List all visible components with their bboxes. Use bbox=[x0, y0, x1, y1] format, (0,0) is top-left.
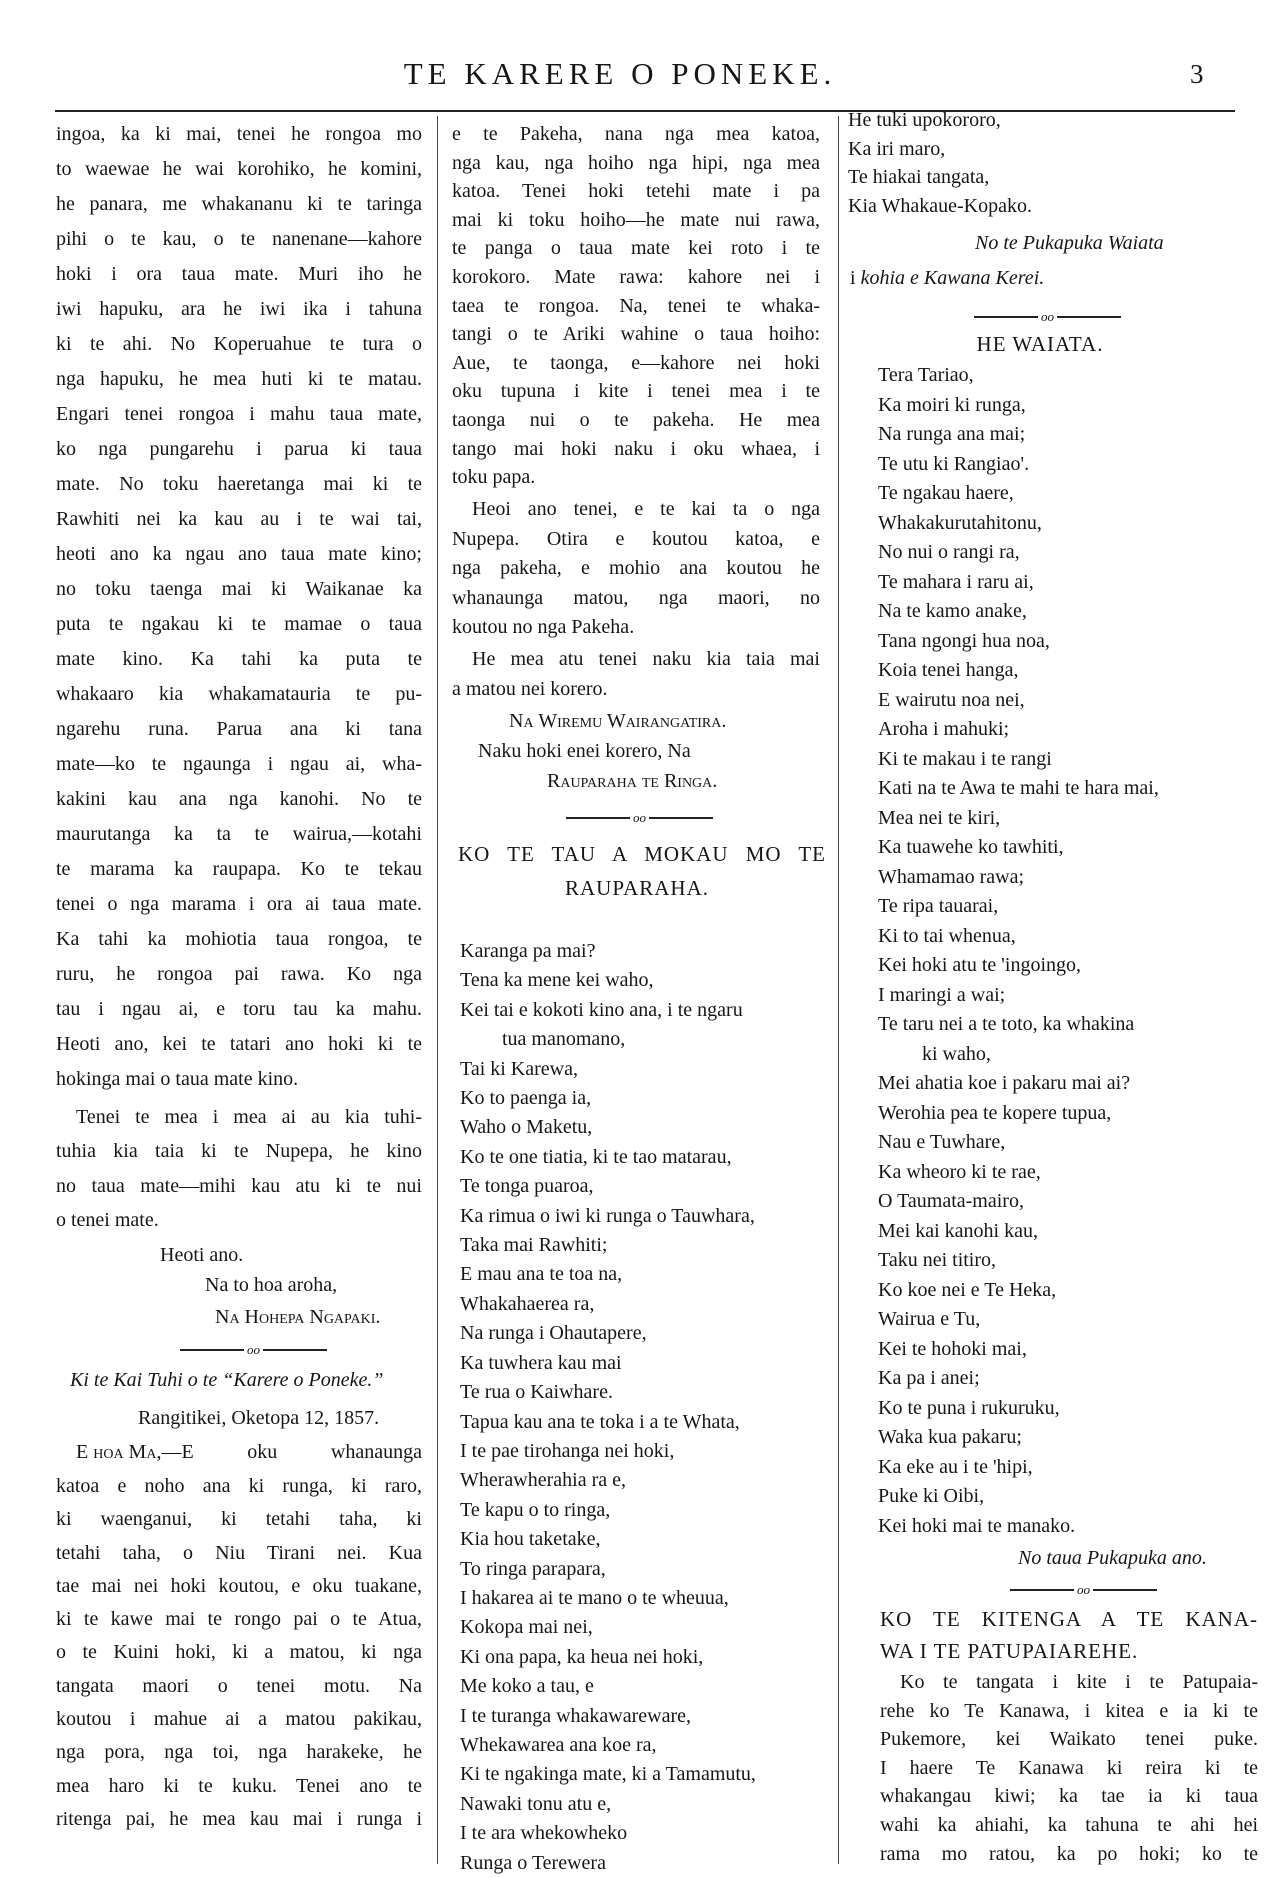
text-line: I te turanga whakawareware, bbox=[460, 1704, 691, 1727]
text-line: Rawhiti nei ka kau au i te wai tai, bbox=[56, 508, 422, 530]
text-line: mate. No toku haeretanga mai ki te bbox=[56, 473, 422, 495]
text-line: nga hapuku, he mea huti ki te matau. bbox=[56, 368, 422, 390]
text-line: Ki te makau i te rangi bbox=[878, 747, 1052, 770]
text-line: Te ripa tauarai, bbox=[878, 895, 999, 917]
text-line: ngarehu runa. Parua ana ki tana bbox=[56, 718, 422, 740]
text-line: Whakahaerea ra, bbox=[460, 1292, 595, 1315]
text-line: Karanga pa mai? bbox=[460, 940, 596, 962]
article-title: KO TE KITENGA A TE KANA- bbox=[880, 1607, 1258, 1631]
text-line: Kia Whakaue-Kopako. bbox=[848, 194, 1033, 217]
divider-mark: oo bbox=[633, 810, 646, 825]
section-divider bbox=[566, 808, 713, 828]
text-line: Aroha i mahuki; bbox=[878, 718, 1010, 740]
divider-mark: oo bbox=[1077, 1582, 1090, 1597]
article-paragraph bbox=[452, 495, 820, 643]
poem-source: No taua Pukapuka ano. bbox=[1018, 1547, 1207, 1569]
text-line: Werohia pea te kopere tupua, bbox=[878, 1101, 1112, 1124]
text-line: Kei hoki atu te 'ingoingo, bbox=[878, 954, 1082, 976]
article-paragraph bbox=[880, 1668, 1258, 1868]
text-line: Na runga ana mai; bbox=[878, 423, 1026, 445]
text-line: korokoro. Mate rawa: kahore nei i bbox=[452, 265, 820, 288]
text-line: Heoti ano, kei te tatari ano hoki ki te bbox=[56, 1033, 422, 1055]
text-line: Ka rimua o iwi ki runga o Tauwhara, bbox=[460, 1204, 755, 1227]
text-line: Wherawherahia ra e, bbox=[460, 1469, 626, 1492]
text-line: tae mai nei hoki koutou, e oku tuakane, bbox=[56, 1574, 422, 1597]
text-line: a matou nei korero. bbox=[452, 677, 608, 700]
closing-line: Heoti ano. bbox=[160, 1244, 244, 1266]
poem-title: HE WAIATA. bbox=[976, 332, 1104, 356]
text-line: Engari tenei rongoa i mahu taua mate, bbox=[56, 403, 422, 425]
text-line: Taka mai Rawhiti; bbox=[460, 1234, 608, 1257]
text-line: Ko koe nei e Te Heka, bbox=[878, 1278, 1057, 1301]
text-line: Ka tuawehe ko tawhiti, bbox=[878, 836, 1064, 858]
text-line: Wairua e Tu, bbox=[878, 1308, 981, 1330]
text-line: tua manomano, bbox=[502, 1028, 626, 1051]
text-line: ki waenganui, ki tetahi taha, ki bbox=[56, 1508, 422, 1531]
text-line: Na te kamo anake, bbox=[878, 600, 1027, 622]
text-line: Nau e Tuwhare, bbox=[878, 1131, 1006, 1153]
text-line: he panara, me whakananu ki te taringa bbox=[56, 193, 422, 215]
article-paragraph bbox=[452, 120, 820, 492]
text-line: Te kapu o to ringa, bbox=[460, 1498, 611, 1521]
text-line: Mei ahatia koe i pakaru mai ai? bbox=[878, 1072, 1131, 1094]
text-line: Kei tai e kokoti kino ana, i te ngaru bbox=[460, 998, 743, 1021]
text-line: toku papa. bbox=[452, 466, 536, 489]
poem-title: KO TE TAU A MOKAU MO TE bbox=[458, 842, 826, 866]
divider-mark: oo bbox=[247, 1342, 260, 1357]
text-line: puta te ngakau ki te mamae o taua bbox=[56, 613, 422, 635]
text-line: Ka pa i anei; bbox=[878, 1367, 980, 1389]
text-line: whanaunga matou, nga maori, no bbox=[452, 586, 820, 609]
text-line: Ka tuwhera kau mai bbox=[460, 1351, 622, 1374]
text-line: I haere Te Kanawa ki reira ki te bbox=[880, 1756, 1258, 1779]
text-line: o tenei mate. bbox=[56, 1208, 159, 1231]
text-line: Ko to paenga ia, bbox=[460, 1087, 592, 1110]
text-line: Te hiakai tangata, bbox=[848, 166, 990, 188]
text-line: Mei kai kanohi kau, bbox=[878, 1219, 1038, 1242]
text-line: mea haro ki te kuku. Tenei ano te bbox=[56, 1774, 422, 1797]
text-line: Ka moiri ki runga, bbox=[878, 393, 1026, 416]
text-line: ki te kawe mai te rongo pai o te Atua, bbox=[56, 1608, 422, 1631]
poem-source-continued bbox=[850, 263, 1044, 293]
text-line: maurutanga ka ta te wairua,—kotahi bbox=[56, 823, 422, 845]
article-title-continued: WA I TE PATUPAIAREHE. bbox=[880, 1639, 1139, 1663]
signature-note: Naku hoki enei korero, Na bbox=[478, 740, 691, 762]
text-line: whakaaro kia whakamatauria te pu- bbox=[56, 683, 422, 705]
text-line: Kia hou taketake, bbox=[460, 1528, 601, 1551]
text-line: nga pakeha, e mohio ana koutou he bbox=[452, 557, 820, 580]
text-line: Nawaki tonu atu e, bbox=[460, 1792, 612, 1815]
text-line: te marama ka raupapa. Ko te tekau bbox=[56, 858, 422, 880]
text-line: no taua mate—mihi kau atu ki te nui bbox=[56, 1174, 422, 1197]
letter-dateline: Rangitikei, Oketopa 12, 1857. bbox=[138, 1407, 380, 1429]
article-paragraph bbox=[56, 117, 422, 1097]
text-line: rama mo ratou, ka po hoki; ko te bbox=[880, 1842, 1258, 1865]
text-line: I te ara whekowheko bbox=[460, 1822, 628, 1845]
text-line: ko nga pungarehu i parua ki taua bbox=[56, 438, 422, 460]
text-line: Tenei te mea i mea ai au kia tuhi- bbox=[76, 1106, 422, 1128]
article-paragraph bbox=[452, 645, 820, 704]
text-line: nga kau, nga hoiho nga hipi, nga mea bbox=[452, 151, 820, 174]
text-line: heoti ano ka ngau ano taua mate kino; bbox=[56, 543, 422, 565]
text-line: Kokopa mai nei, bbox=[460, 1616, 593, 1639]
header-rule bbox=[55, 110, 1235, 112]
text-line: Puke ki Oibi, bbox=[878, 1485, 985, 1507]
text-line: mai ki toku hoiho—he mate nui rawa, bbox=[452, 208, 820, 231]
text-line: Tai ki Karewa, bbox=[460, 1057, 578, 1080]
letter-address: Ki te Kai Tuhi o te “Karere o Poneke.” bbox=[70, 1369, 384, 1391]
text-line: ritenga pai, he mea kau mai i runga i bbox=[56, 1807, 422, 1830]
text-line: Ka eke au i te 'hipi, bbox=[878, 1455, 1033, 1478]
text-line: Te utu ki Rangiao'. bbox=[878, 452, 1030, 475]
page-number: 3 bbox=[1190, 59, 1204, 89]
text-line: o te Kuini hoki, ki a matou, ki nga bbox=[56, 1641, 422, 1664]
text-line: Taku nei titiro, bbox=[878, 1249, 997, 1271]
text-line: Kei hoki mai te manako. bbox=[878, 1514, 1076, 1537]
text-line: hokinga mai o taua mate kino. bbox=[56, 1068, 299, 1090]
text-line: No nui o rangi ra, bbox=[878, 541, 1020, 563]
text-line: ingoa, ka ki mai, tenei he rongoa mo bbox=[56, 123, 422, 145]
text-line: no toku taenga mai ki Waikanae ka bbox=[56, 578, 422, 600]
text-line: Te taru nei a te toto, ka whakina bbox=[878, 1013, 1135, 1035]
source-text: kohia e Kawana Kerei. bbox=[860, 267, 1045, 289]
text-line: Nupepa. Otira e koutou katoa, e bbox=[452, 527, 820, 550]
poem-ending bbox=[848, 106, 1032, 220]
text-line: Koia tenei hanga, bbox=[878, 659, 1019, 681]
text-line: I maringi a wai; bbox=[878, 983, 1006, 1006]
signature: Na Wiremu Wairangatira. bbox=[509, 710, 727, 732]
text-line: taonga nui o te pakeha. He mea bbox=[452, 408, 820, 431]
text-line: Te mahara i raru ai, bbox=[878, 570, 1034, 593]
text-line: koutou i mahue ai a matou pakikau, bbox=[56, 1708, 422, 1731]
text-line: Mea nei te kiri, bbox=[878, 806, 1001, 829]
text-line: oku tupuna i kite i tenei mea i te bbox=[452, 380, 820, 403]
text-line: to waewae he wai korohiko, he komini, bbox=[56, 158, 422, 180]
letter-first-line bbox=[76, 1436, 422, 1469]
text-line: E wairutu noa nei, bbox=[878, 688, 1025, 711]
text-line: Kati na te Awa te mahi te hara mai, bbox=[878, 777, 1159, 799]
text-line: katoa. Tenei hoki tetehi mate i pa bbox=[452, 180, 820, 203]
text-line: I te pae tirohanga nei hoki, bbox=[460, 1439, 675, 1462]
column-rule bbox=[838, 116, 839, 1864]
text-line: Whekawarea ana koe ra, bbox=[460, 1733, 657, 1756]
text-line: tangi o te Ariki wahine o taua hoiho: bbox=[452, 323, 820, 346]
poem bbox=[460, 937, 756, 1878]
poem bbox=[878, 361, 1159, 1541]
text-line: wahi ka ahiahi, ka tahuna te ahi hei bbox=[880, 1813, 1258, 1836]
poem-source: No te Pukapuka Waiata bbox=[975, 232, 1164, 254]
text-line: koutou no nga Pakeha. bbox=[452, 616, 635, 639]
text-line: ki waho, bbox=[922, 1042, 991, 1065]
text-line: Tapua kau ana te toka i a te Whata, bbox=[460, 1410, 740, 1433]
text-line: tango mai hoki naku i oku whaea, i bbox=[452, 437, 820, 460]
text-line: taea te rongoa. Na, tenei te whaka- bbox=[452, 294, 820, 317]
text-line: Kei te hohoki mai, bbox=[878, 1337, 1027, 1360]
text-line: Pukemore, kei Waikato tenei puke. bbox=[880, 1728, 1258, 1751]
article-paragraph bbox=[56, 1100, 422, 1237]
divider-mark: oo bbox=[1041, 309, 1054, 324]
text-line: tenei o nga marama i ora ai taua mate. bbox=[56, 893, 422, 915]
section-divider bbox=[974, 307, 1121, 327]
text-line: Ki ona papa, ka heua nei hoki, bbox=[460, 1645, 704, 1668]
closing-friend: Na to hoa aroha, bbox=[205, 1274, 338, 1296]
source-word: i bbox=[850, 267, 856, 289]
text-line: Ka iri maro, bbox=[848, 137, 946, 160]
text-line: Tena ka mene kei waho, bbox=[460, 969, 654, 992]
text-line: katoa e noho ana ki runga, ki raro, bbox=[56, 1475, 422, 1497]
text-line: Ki to tai whenua, bbox=[878, 924, 1016, 947]
text-line: Whamamao rawa; bbox=[878, 865, 1025, 888]
text-line: Te rua o Kaiwhare. bbox=[460, 1381, 613, 1404]
text-line: Ko te puna i rukuruku, bbox=[878, 1396, 1060, 1419]
text-line: E mau ana te toa na, bbox=[460, 1263, 623, 1286]
text-line: nga pora, nga toi, nga harakeke, he bbox=[56, 1741, 422, 1764]
text-line: Runga o Terewera bbox=[460, 1851, 606, 1874]
signature: Na Hohepa Ngapaki. bbox=[215, 1306, 381, 1328]
text-line: Waho o Maketu, bbox=[460, 1116, 593, 1139]
letter-first-line-text: —E oku whanaunga bbox=[161, 1441, 422, 1463]
newspaper-title: TE KARERE O PONEKE. bbox=[403, 56, 837, 91]
text-line: O Taumata-mairo, bbox=[878, 1190, 1024, 1212]
text-line: Na runga i Ohautapere, bbox=[460, 1322, 647, 1345]
poem-title-continued: RAUPARAHA. bbox=[564, 876, 709, 900]
text-line: te panga o taua mate kei roto i te bbox=[452, 237, 820, 260]
text-line: Me koko a tau, e bbox=[460, 1675, 594, 1698]
text-line: kakini kau ana nga kanohi. No te bbox=[56, 788, 422, 810]
text-line: mate kino. Ka tahi ka puta te bbox=[56, 648, 422, 670]
column-rule bbox=[437, 116, 438, 1864]
text-line: Heoi ano tenei, e te kai ta o nga bbox=[472, 498, 820, 520]
text-line: ruru, he rongoa pai rawa. Ko nga bbox=[56, 963, 422, 985]
text-line: Ki te ngakinga mate, ki a Tamamutu, bbox=[460, 1763, 756, 1786]
section-divider bbox=[180, 1340, 327, 1360]
text-line: Te ngakau haere, bbox=[878, 482, 1014, 504]
text-line: Ko te tangata i kite i te Patupaia- bbox=[900, 1671, 1258, 1693]
text-line: e te Pakeha, nana nga mea katoa, bbox=[452, 123, 820, 145]
section-divider bbox=[1010, 1580, 1157, 1600]
text-line: whakangau kiwi; ka tae ia ki taua bbox=[880, 1785, 1258, 1808]
text-line: mate—ko te ngaunga i ngau ai, wha- bbox=[56, 753, 422, 775]
text-line: He tuki upokororo, bbox=[848, 109, 1001, 131]
text-line: He mea atu tenei naku kia taia mai bbox=[472, 648, 820, 670]
text-line: Te tonga puaroa, bbox=[460, 1175, 594, 1198]
text-line: Whakakurutahitonu, bbox=[878, 511, 1042, 534]
text-line: Aue, te taonga, e—kahore nei hoki bbox=[452, 351, 820, 374]
text-line: tangata maori o tenei motu. Na bbox=[56, 1674, 422, 1697]
text-line: pihi o te kau, o te nanenane—kahore bbox=[56, 228, 422, 250]
text-line: rehe ko Te Kanawa, i kitea e ia ki te bbox=[880, 1699, 1258, 1722]
text-line: To ringa parapara, bbox=[460, 1557, 606, 1580]
text-line: hoki i ora taua mate. Muri iho he bbox=[56, 263, 422, 285]
text-line: tetahi taha, o Niu Tirani nei. Kua bbox=[56, 1541, 422, 1564]
text-line: Ka wheoro ki te rae, bbox=[878, 1160, 1041, 1183]
letter-paragraph bbox=[56, 1470, 422, 1836]
signature: Rauparaha te Ringa. bbox=[547, 770, 718, 792]
salutation: E hoa Ma, bbox=[76, 1441, 162, 1463]
text-line: Tera Tariao, bbox=[878, 364, 974, 386]
text-line: Ka tahi ka mohiotia taua rongoa, te bbox=[56, 928, 422, 950]
text-line: iwi hapuku, ara he iwi ika i tahuna bbox=[56, 298, 422, 320]
text-line: I hakarea ai te mano o te wheuua, bbox=[460, 1586, 729, 1609]
text-line: Waka kua pakaru; bbox=[878, 1426, 1022, 1448]
text-line: Tana ngongi hua noa, bbox=[878, 629, 1050, 652]
text-line: tuhia kia taia ki te Nupepa, he kino bbox=[56, 1140, 422, 1163]
text-line: tau i ngau ai, e toru tau ka mahu. bbox=[56, 998, 422, 1020]
text-line: Ko te one tiatia, ki te tao matarau, bbox=[460, 1145, 732, 1168]
text-line: ki te ahi. No Koperuahue te tura o bbox=[56, 333, 422, 355]
